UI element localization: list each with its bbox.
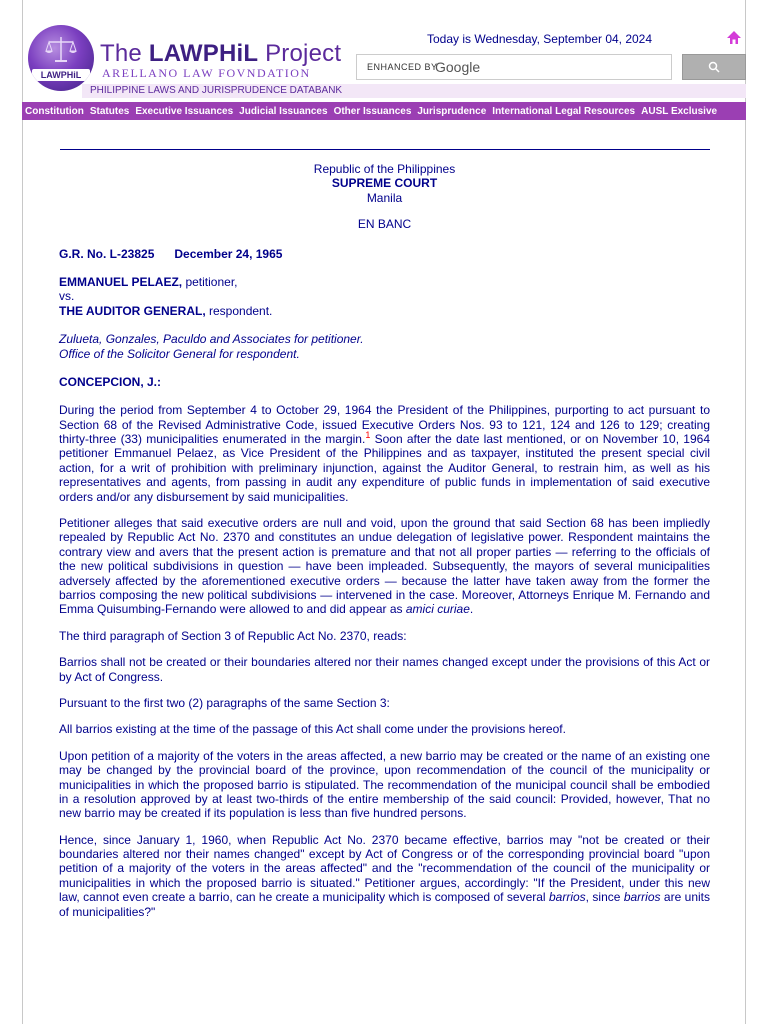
paragraph-5-text-a: Hence, since January 1, 1960, when Republic Act No. 2370 became effective, barrios may "not be created or their boundaries altered nor their names changed" except by Act of Congress or of the corresponding provincial board "upon petition of a majority of the voters in the areas affected" and the "recommendation of the council of the municipality or municipalities in which the proposed barrio is situated." Petitioner argues, accordingly: "If the President, under this new law, cannot even create a barrio, can he create a municipality which is composed of several (59, 832, 710, 905)
quote-1: Barrios shall not be created or their boundaries altered nor their names changed except under the provisions of this Act or by Act of Congress. (59, 655, 710, 684)
counsel-petitioner: Zulueta, Gonzales, Paculdo and Associates for petitioner. (59, 332, 364, 347)
court-city: Manila (366, 190, 403, 205)
paragraph-1-text-b: Soon after the date last mentioned, or on November 10, 1964 petitioner Emmanuel Pelaez, as Vice President of the Philippines and as taxpayer, instituted the present special civil action, for a writ of prohibition with preliminary injunction, against the Auditor General, to restrain him, as well as his representatives and agents, from passing in audit any expenditure of public funds in implementation of said executive orders and/or any disbursement by said municipalities. (59, 432, 710, 504)
quote-2: All barrios existing at the time of the passage of this Act shall come under the provisions hereof. (59, 722, 566, 737)
databank-banner: PHILIPPINE LAWS AND JURISPRUDENCE DATABANK (82, 84, 746, 98)
home-icon[interactable] (726, 30, 742, 46)
nav-constitution[interactable]: Constitution (25, 105, 84, 117)
gr-date: December 24, 1965 (174, 246, 283, 261)
ponente: CONCEPCION, J.: (59, 374, 162, 389)
gr-number: G.R. No. L-23825 (59, 246, 155, 261)
versus: vs. (59, 289, 75, 304)
content-divider (60, 149, 710, 150)
respondent-role: respondent. (205, 303, 273, 318)
main-nav (22, 102, 746, 120)
scales-of-justice-icon (44, 35, 78, 65)
republic-line: Republic of the Philippines (313, 162, 456, 176)
paragraph-4: Pursuant to the first two (2) paragraphs of the same Section 3: (59, 695, 390, 710)
site-title-suffix: Project (258, 40, 342, 67)
lawphil-logo[interactable] (28, 25, 94, 91)
court-name: SUPREME COURT (331, 176, 438, 191)
nav-statutes[interactable]: Statutes (89, 105, 130, 117)
paragraph-5-italic-1: barrios (548, 890, 586, 905)
quote-3: Upon petition of a majority of the voters in the areas affected, a new barrio may be created or the name of an existing one may be changed by the provincial board of the province, upon recommendation of the council of the municipality or municipalities in which the proposed barrio is stipulated. The recommendation of the municipal council shall be embodied in a resolution approved by at least two-thirds of the entire membership of the said council: Provided, however, That no new barrio may be created if its population is less than five hundred persons. (59, 748, 710, 821)
nav-ausl-exclusive[interactable]: AUSL Exclusive (641, 105, 718, 117)
decision-content (59, 162, 710, 919)
paragraph-5-italic-2: barrios (623, 890, 661, 905)
petitioner-role: petitioner, (182, 274, 238, 289)
current-date: Today is Wednesday, September 04, 2024 (427, 32, 653, 46)
paragraph-5-text-mid: , since (585, 890, 624, 905)
site-title-prefix: The (100, 40, 149, 67)
paragraph-2-text: Petitioner alleges that said executive orders are null and void, upon the ground that said Section 68 has been impliedly repealed by Republic Act No. 2370 and constitutes an undue delegation of legislative power. Respondent maintains the contrary view and avers that the present action is premature and that not all proper parties — referring to the officials of the new political subdivisions in question — have been impleaded. Subsequently, the mayors of several municipalities adversely affected by the aforementioned executive orders — because the latter have taken away from the former the barrios composing the new political subdivisions — intervened in the case. Moreover, Attorneys Enrique M. Fernando and Emma Quisumbing-Fernando were allowed to and did appear as (59, 516, 710, 617)
counsel-respondent: Office of the Solicitor General for respondent. (59, 346, 300, 361)
paragraph-1 (59, 403, 710, 504)
google-label: Google (435, 59, 481, 75)
nav-judicial-issuances[interactable]: Judicial Issuances (239, 105, 328, 117)
search-enhanced-label: ENHANCED BY (367, 62, 438, 72)
site-header (22, 22, 746, 100)
paragraph-2 (59, 516, 710, 617)
respondent-name: THE AUDITOR GENERAL, (59, 303, 206, 318)
petitioner-name: EMMANUEL PELAEZ, (59, 274, 183, 289)
nav-other-issuances[interactable]: Other Issuances (333, 105, 412, 117)
search-input[interactable] (356, 54, 672, 80)
site-title-bold: LAWPHiL (148, 40, 259, 67)
case-number (59, 247, 710, 261)
paragraph-2-end: . (469, 602, 474, 617)
nav-jurisprudence[interactable]: Jurisprudence (417, 105, 487, 117)
paragraph-2-italic: amici curiae (405, 602, 470, 617)
search-button[interactable] (682, 54, 746, 80)
paragraph-5-end: are units of municipalities?" (59, 890, 711, 919)
site-title[interactable] (100, 40, 341, 68)
search-icon (708, 61, 720, 73)
logo-label: LAWPHiL (32, 69, 90, 81)
respondent-line (59, 304, 710, 318)
page-border-left (22, 0, 23, 1024)
paragraph-1-text-a: During the period from September 4 to October 29, 1964 the President of the Philippines, purporting to act pursuant to Section 68 of the Revised Administrative Code, issued Executive Orders Nos. 93 to 121, 124 and 126 to 129; creating thirty-three (33) municipalities enumerated in the margin. (59, 403, 710, 447)
paragraph-3: The third paragraph of Section 3 of Republic Act No. 2370, reads: (59, 628, 407, 643)
nav-executive-issuances[interactable]: Executive Issuances (135, 105, 234, 117)
division: EN BANC (357, 217, 412, 232)
foundation-name: ARELLANO LAW FOVNDATION (102, 66, 311, 80)
nav-international-legal-resources[interactable]: International Legal Resources (492, 105, 636, 117)
footnote-link[interactable]: 1 (365, 430, 371, 441)
petitioner-line (59, 275, 710, 289)
paragraph-5 (59, 833, 710, 919)
page-border-right (745, 0, 746, 1024)
